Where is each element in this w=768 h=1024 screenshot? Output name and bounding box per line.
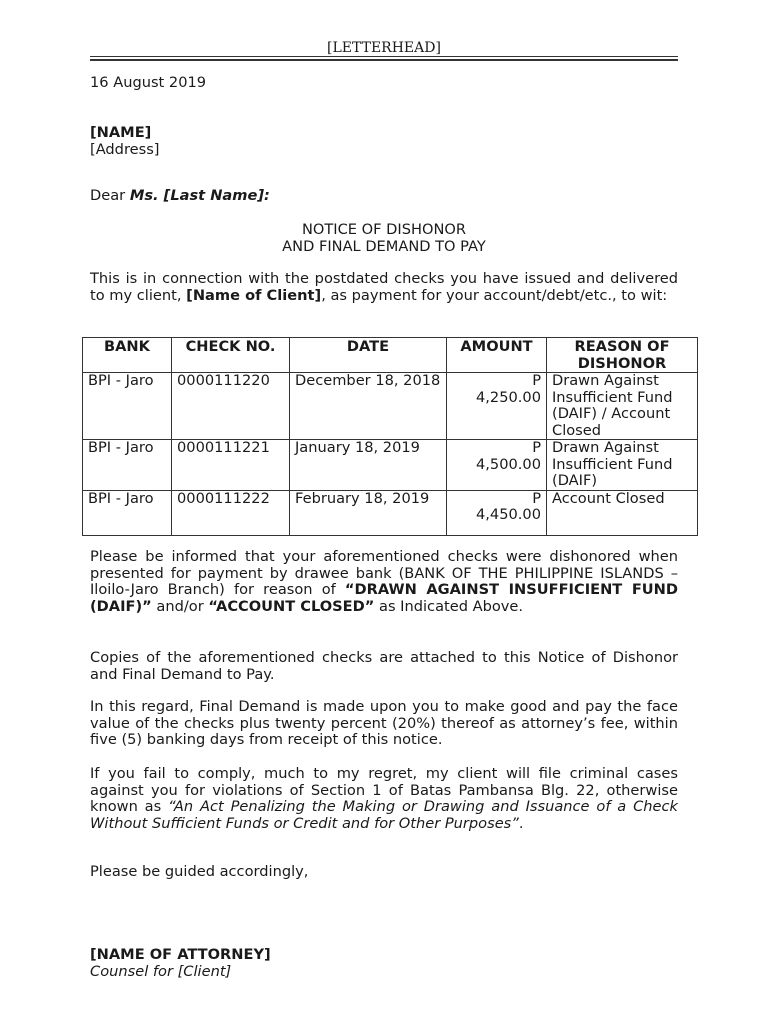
header-bank: BANK	[83, 338, 172, 373]
header-date: DATE	[290, 338, 447, 373]
signature-block	[90, 947, 678, 980]
warning-text-1: If you fail to comply, much to my regret, my client will file criminal cases against you for violations of Section 1 of Batas Pambansa Blg. 22, otherwise known as	[90, 765, 678, 815]
intro-text-1: This is in connection with the postdated checks you have issued and delivered to my client,	[90, 270, 678, 304]
recipient-block	[90, 125, 678, 158]
cell-currency: P	[532, 439, 541, 456]
warning-law-title: “An Act Penalizing the Making or Drawing and Issuance of a Check Without Sufficient Funds or Credit and for Other Purposes”	[90, 798, 678, 832]
cell-currency: P	[532, 372, 541, 389]
cell-bank: BPI - Jaro	[83, 440, 172, 491]
cell-date: December 18, 2018	[290, 373, 447, 440]
table-header-row	[83, 338, 698, 373]
attorney-name: [NAME OF ATTORNEY]	[90, 946, 271, 963]
cell-amount-value: 4,250.00	[476, 388, 541, 406]
cell-bank: BPI - Jaro	[83, 490, 172, 535]
letterhead: [LETTERHEAD]	[327, 40, 441, 56]
checks-table	[82, 337, 698, 536]
header-check-no: CHECK NO.	[172, 338, 290, 373]
table-row	[83, 373, 698, 440]
warning-text-2: .	[518, 814, 524, 832]
salutation-prefix: Dear	[90, 187, 130, 204]
notice-title-line1: NOTICE OF DISHONOR	[301, 221, 466, 238]
cell-check-no: 0000111222	[172, 490, 290, 535]
cell-check-no: 0000111221	[172, 440, 290, 491]
recipient-name: [NAME]	[90, 124, 152, 141]
intro-client: [Name of Client]	[186, 286, 322, 304]
dishonor-paragraph	[90, 549, 678, 615]
dishonor-text-2: as Indicated Above.	[374, 597, 524, 615]
letter-date: 16 August 2019	[90, 74, 207, 91]
dishonor-text-1: Please be informed that your aforementioned checks were dishonored when presented for payment by drawee bank (BANK OF THE PHILIPPINE ISLANDS – Iloilo-Jaro Branch) for reason of	[90, 548, 678, 598]
dishonor-text-mid: and/or	[151, 597, 209, 615]
cell-reason: Account Closed	[547, 490, 698, 535]
header-amount: AMOUNT	[447, 338, 547, 373]
notice-title-line2: AND FINAL DEMAND TO PAY	[282, 237, 486, 255]
salutation	[90, 188, 678, 205]
recipient-address: [Address]	[90, 140, 160, 158]
cell-amount	[447, 373, 547, 440]
intro-text-2: , as payment for your account/debt/etc., to wit:	[321, 286, 668, 304]
cell-amount-value: 4,450.00	[476, 506, 541, 523]
cell-reason: Drawn Against Insufficient Fund (DAIF) / Account Closed	[547, 373, 698, 440]
intro-paragraph	[90, 271, 678, 304]
table-row	[83, 490, 698, 535]
cell-date: February 18, 2019	[290, 490, 447, 535]
attorney-title: Counsel for [Client]	[90, 962, 232, 980]
letterhead-rule-thin	[90, 56, 678, 57]
copies-paragraph: Copies of the aforementioned checks are attached to this Notice of Dishonor and Final Demand to Pay.	[90, 649, 678, 683]
cell-reason: Drawn Against Insufficient Fund (DAIF)	[547, 440, 698, 491]
cell-amount	[447, 490, 547, 535]
dishonor-reason-daif: “DRAWN AGAINST INSUFFICIENT FUND (DAIF)”	[90, 581, 678, 615]
cell-currency: P	[532, 489, 541, 507]
notice-title	[90, 222, 678, 255]
demand-paragraph: In this regard, Final Demand is made upon you to make good and pay the face value of the checks plus twenty percent (20%) thereof as attorney’s fee, within five (5) banking days from receipt of this notice.	[90, 698, 678, 748]
table-row	[83, 440, 698, 491]
warning-paragraph	[90, 766, 678, 832]
letterhead-rule-thick	[90, 59, 678, 61]
cell-check-no: 0000111220	[172, 373, 290, 440]
cell-amount-value: 4,500.00	[476, 455, 541, 473]
cell-amount	[447, 440, 547, 491]
closing-line: Please be guided accordingly,	[90, 863, 309, 880]
header-reason: REASON OF DISHONOR	[547, 338, 698, 373]
salutation-name: Ms. [Last Name]:	[129, 187, 270, 204]
dishonor-reason-closed: “ACCOUNT CLOSED”	[208, 597, 375, 615]
cell-bank: BPI - Jaro	[83, 373, 172, 440]
cell-date: January 18, 2019	[290, 440, 447, 491]
